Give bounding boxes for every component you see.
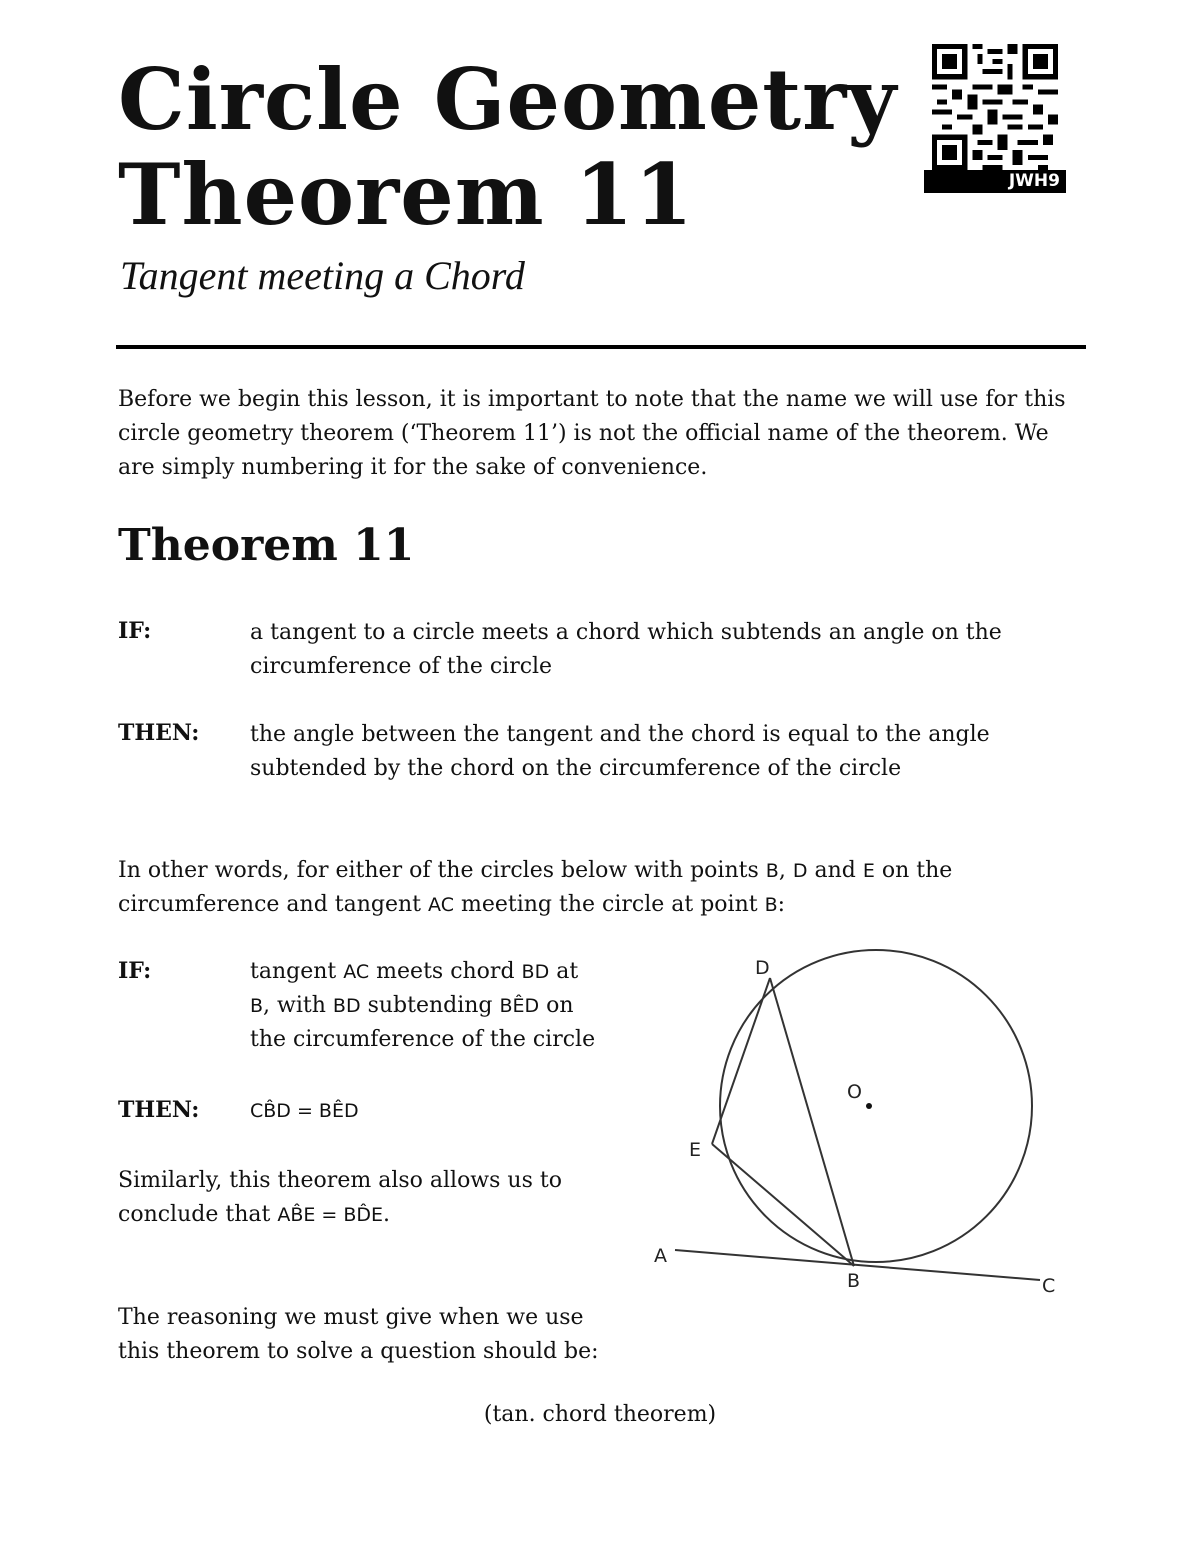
label-o: O: [847, 1081, 862, 1103]
page-title: [118, 52, 897, 242]
qr-code-icon: [932, 44, 1058, 170]
center-point-o: [866, 1103, 872, 1109]
chord-db: [770, 978, 854, 1266]
label-b: B: [847, 1270, 861, 1292]
example-then-label: THEN:: [118, 1097, 200, 1123]
label-c: C: [1042, 1275, 1056, 1297]
reasoning-paragraph: The reasoning we must give when we use this theorem to solve a question should be:: [118, 1305, 599, 1364]
qr-code-label: JWH9: [924, 170, 1066, 193]
title-line-2: Theorem 11: [118, 145, 694, 244]
theorem-heading: Theorem 11: [118, 520, 415, 571]
title-divider: [116, 345, 1086, 349]
page-subtitle: Tangent meeting a Chord: [120, 253, 525, 298]
qr-code[interactable]: [924, 44, 1066, 193]
reason-statement: (tan. chord theorem): [483, 1402, 717, 1427]
similarly-paragraph: Similarly, this theorem also allows us to conclude that AB̂E = BD̂E.: [118, 1168, 562, 1227]
example-if-statement: tangent AC meets chord BD at B, with BD subtending BÊD on the circumference of the circle: [250, 959, 596, 1052]
tangent-chord-diagram: [640, 930, 1070, 1310]
intro-paragraph: Before we begin this lesson, it is important to note that the name we will use for this circle geometry theorem (‘Theorem 11’) is not the official name of the theorem. We are simply numbering it for the sake of convenience.: [118, 387, 1066, 480]
example-then-equation: CB̂D = BÊD: [250, 1100, 359, 1122]
label-a: A: [654, 1245, 667, 1267]
circle: [720, 950, 1032, 1262]
example-if-label: IF:: [118, 958, 152, 984]
title-line-1: Circle Geometry: [118, 50, 898, 149]
label-e: E: [689, 1139, 702, 1161]
if-label: IF:: [118, 618, 152, 644]
chord-eb: [712, 1144, 854, 1266]
if-statement: a tangent to a circle meets a chord which subtends an angle on the circumference of the circle: [250, 620, 1002, 679]
then-statement: the angle between the tangent and the chord is equal to the angle subtended by the chord on the circumference of the circle: [250, 722, 990, 781]
label-d: D: [755, 957, 770, 979]
chord-de: [712, 978, 770, 1144]
example-intro: In other words, for either of the circles below with points B, D and E on the circumference and tangent AC meeting the circle at point B:: [118, 858, 953, 917]
then-label: THEN:: [118, 720, 200, 746]
